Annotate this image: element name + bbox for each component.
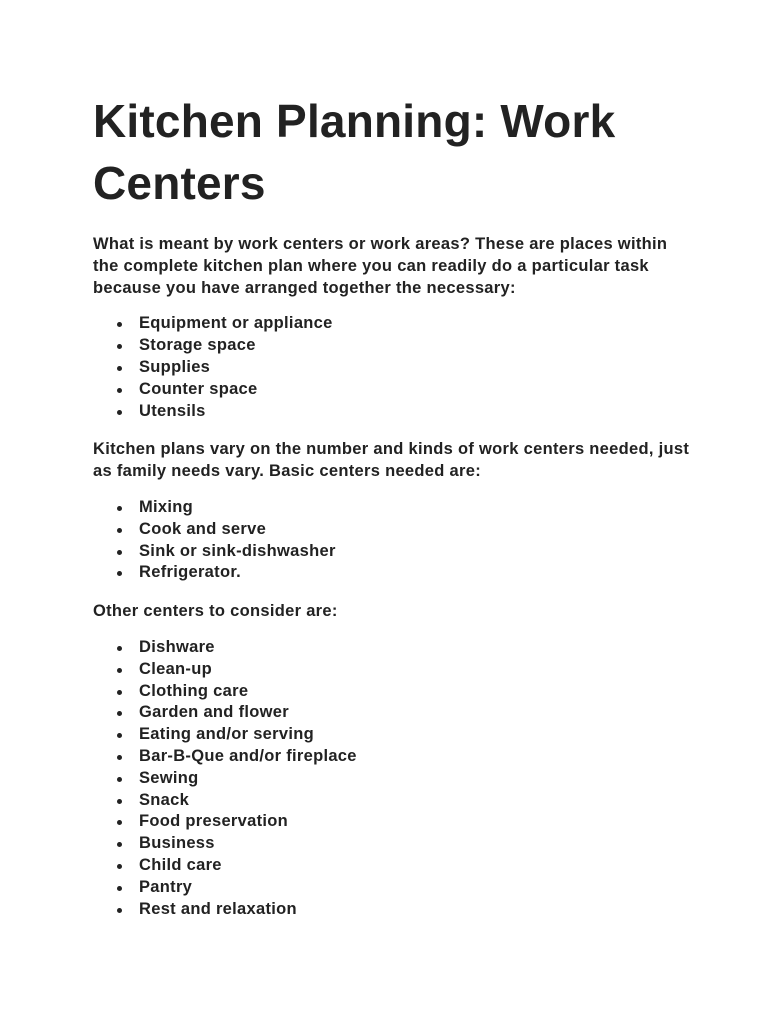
bullet-icon [117,571,122,576]
list-item-label: Bar-B-Que and/or fireplace [139,746,357,765]
list-item-label: Snack [139,790,190,809]
basic-centers-paragraph: Kitchen plans vary on the number and kinds of work centers needed, just as family needs vary. Basic centers needed are: [93,440,690,481]
list-item [139,313,693,335]
bullet-icon [117,550,122,555]
list-item-label: Supplies [139,357,211,376]
list-item-label: Child care [139,855,222,874]
bullet-icon [117,322,122,327]
other-centers-paragraph: Other centers to consider are: [93,602,338,621]
list-item-label: Counter space [139,379,258,398]
basic-centers-list [93,497,693,584]
list-item-label: Clean-up [139,659,212,678]
document-page [93,90,693,920]
list-item-label: Mixing [139,497,194,516]
necessary-items-list [93,313,693,422]
list-item [139,357,693,379]
list-item-label: Rest and relaxation [139,899,297,918]
list-item [139,877,693,899]
bullet-icon [117,668,122,673]
list-item [139,401,693,423]
list-item-label: Eating and/or serving [139,725,314,744]
list-item-label: Sink or sink-dishwasher [139,541,336,560]
list-item [139,379,693,401]
bullet-icon [117,711,122,716]
bullet-icon [117,690,122,695]
list-item [139,790,693,812]
list-item-label: Equipment or appliance [139,314,333,333]
bullet-icon [117,820,122,825]
list-item [139,855,693,877]
bullet-icon [117,908,122,913]
bullet-icon [117,528,122,533]
list-item [139,899,693,921]
list-item [139,746,693,768]
bullet-icon [117,799,122,804]
list-item-label: Pantry [139,877,193,896]
list-item [139,811,693,833]
bullet-icon [117,733,122,738]
list-item [139,497,693,519]
page-title: Kitchen Planning: Work Centers [93,95,616,209]
bullet-icon [117,777,122,782]
list-item-label: Clothing care [139,681,249,700]
list-item-label: Sewing [139,768,199,787]
bullet-icon [117,388,122,393]
list-item-label: Garden and flower [139,703,289,722]
list-item [139,335,693,357]
list-item [139,562,693,584]
bullet-icon [117,755,122,760]
bullet-icon [117,344,122,349]
list-item-label: Business [139,834,215,853]
list-item [139,724,693,746]
bullet-icon [117,864,122,869]
bullet-icon [117,646,122,651]
bullet-icon [117,410,122,415]
list-item [139,833,693,855]
bullet-icon [117,366,122,371]
list-item-label: Refrigerator. [139,563,242,582]
list-item-label: Storage space [139,336,256,355]
list-item-label: Utensils [139,401,206,420]
bullet-icon [117,842,122,847]
list-item-label: Food preservation [139,812,289,831]
list-item [139,541,693,563]
list-item [139,659,693,681]
list-item [139,519,693,541]
list-item [139,681,693,703]
list-item [139,768,693,790]
list-item [139,702,693,724]
list-item [139,637,693,659]
list-item-label: Cook and serve [139,519,267,538]
bullet-icon [117,506,122,511]
other-centers-list [93,637,693,920]
intro-paragraph: What is meant by work centers or work areas? These are places within the complete kitchen plan where you can readily do a particular task because you have arranged together the necessary: [93,235,668,297]
bullet-icon [117,886,122,891]
list-item-label: Dishware [139,637,215,656]
